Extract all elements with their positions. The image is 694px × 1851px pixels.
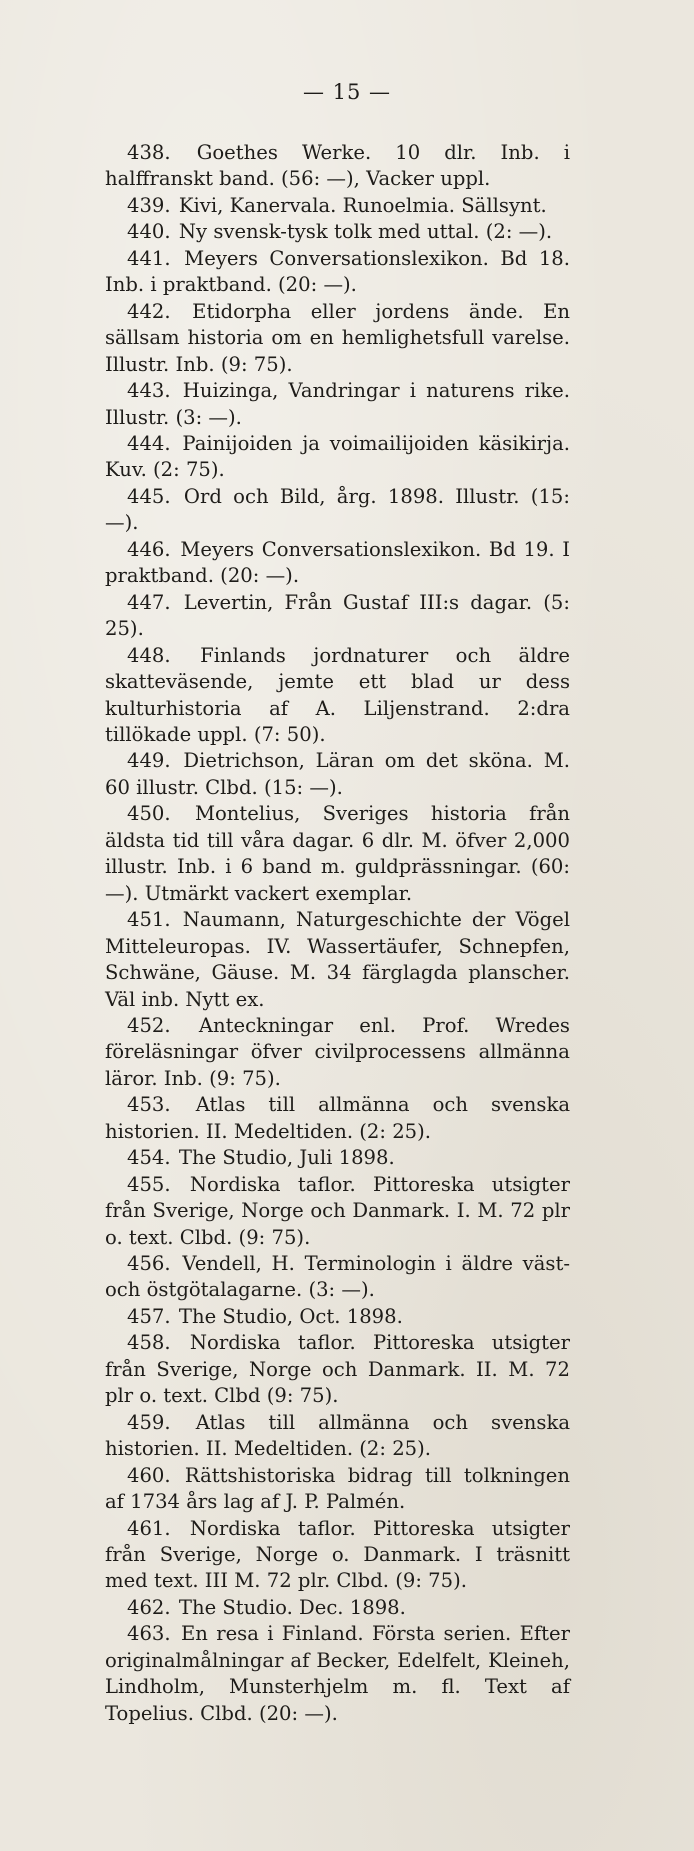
catalog-entry [105,537,570,590]
entry-number: 448. [127,643,171,667]
entry-number: 438. [127,141,171,164]
entry-text: Ny svensk-tysk tolk med uttal. (2: —). [178,220,553,244]
catalog-entry [105,1621,570,1727]
entry-text: Meyers Conversationslexikon. Bd 18. Inb. i praktband. (20: —). [105,246,571,297]
catalog-entry [105,431,570,484]
catalog-entry [105,748,570,801]
catalog-entry [105,1595,570,1621]
catalog-entry [105,801,570,907]
catalog-entry [105,484,570,537]
entry-number: 445. [127,484,171,508]
entry-number: 449. [127,749,171,773]
entry-text: Nordiska taflor. Pittoreska utsigter från Sverige, Norge och Danmark. I. M. 72 plr o. text. Clbd. (9: 75). [105,1172,570,1249]
catalog-entry [105,299,570,378]
entry-text: The Studio, Oct. 1898. [178,1304,403,1328]
catalog-entry [105,1145,570,1171]
entry-number: 456. [127,1252,171,1276]
entry-text: Nordiska taflor. Pittoreska utsigter från Sverige, Norge och Danmark. II. M. 72 plr o. text. Clbd (9: 75). [105,1331,570,1408]
entry-text: En resa i Finland. Första serien. Efter originalmålningar af Becker, Edelfelt, Kleineh, Lindholm, Munsterhjelm m. fl. Text af Topelius. Clbd. (20: —). [105,1622,570,1725]
entry-text: Vendell, H. Terminologin i äldre väst- och östgötalagarne. (3: —). [105,1252,570,1302]
entry-text: Naumann, Naturgeschichte der Vögel Mitteleuropas. IV. Wassertäufer, Schnepfen, Schwäne, Gäuse. M. 34 färglagda planscher. Väl inb. Nytt ex. [105,908,571,1011]
entry-text: Painijoiden ja voimailijoiden käsikirja. Kuv. (2: 75). [105,431,570,482]
catalog-entry [105,1463,570,1516]
entry-number: 461. [127,1516,171,1540]
catalog-entry [105,1013,570,1092]
entry-text: Dietrichson, Läran om det sköna. M. 60 illustr. Clbd. (15: —). [105,749,570,799]
catalog-entry [105,1516,570,1595]
catalog-entry [105,1304,570,1330]
entry-text: Levertin, Från Gustaf III:s dagar. (5: 25). [105,590,570,641]
catalog-entry [105,378,570,431]
catalog-entry [105,1172,570,1251]
catalog-entry [105,590,570,643]
entry-text: Huizinga, Vandringar i naturens rike. Illustr. (3: —). [105,379,570,429]
catalog-entry [105,907,570,1013]
catalog-entry [105,246,570,299]
entry-text: Anteckningar enl. Prof. Wredes föreläsningar öfver civilprocessens allmänna läror. Inb. (9: 75). [105,1013,570,1090]
entry-number: 447. [127,590,171,614]
catalog-entry [105,1251,570,1304]
catalog-entry [105,1092,570,1145]
entry-number: 441. [127,246,171,270]
entry-text: Nordiska taflor. Pittoreska utsigter från Sverige, Norge o. Danmark. I träsnitt med text. III M. 72 plr. Clbd. (9: 75). [105,1516,570,1593]
catalog-entry [105,219,570,245]
entry-text: Finlands jordnaturer och äldre skatteväsende, jemte ett blad ur dess kulturhistoria af A. Liljenstrand. 2:dra tillökade uppl. (7: 50). [105,643,571,746]
page-number: — 15 — [302,80,392,104]
entry-number: 454. [127,1146,171,1170]
entry-number: 444. [127,431,171,455]
entry-text: Meyers Conversationslexikon. Bd 19. I praktband. (20: —). [105,537,571,588]
entry-number: 452. [127,1013,171,1037]
entry-text: Atlas till allmänna och svenska historien. II. Medeltiden. (2: 25). [105,1410,570,1461]
entry-number: 460. [127,1463,171,1487]
entry-number: 458. [127,1331,171,1355]
entry-number: 462. [127,1595,171,1619]
entry-number: 446. [127,537,171,561]
entry-number: 443. [127,379,171,403]
entry-text: Kivi, Kanervala. Runoelmia. Sällsynt. [178,193,547,217]
catalog-entry-list [105,140,570,1727]
entry-text: Montelius, Sveriges historia från äldsta tid till våra dagar. 6 dlr. M. öfver 2,000 illustr. Inb. i 6 band m. guldprässningar. (60: —). Utmärkt vackert exemplar. [105,802,571,905]
entry-text: Goethes Werke. 10 dlr. Inb. i halffranskt band. (56: —), Vacker uppl. [105,141,571,191]
entry-text: The Studio, Juli 1898. [178,1146,395,1170]
catalog-entry [105,643,570,749]
entry-text: Rättshistoriska bidrag till tolkningen af 1734 års lag af J. P. Palmén. [105,1463,570,1514]
entry-number: 440. [127,220,171,244]
entry-text: Ord och Bild, årg. 1898. Illustr. (15: —). [105,484,570,535]
entry-number: 451. [127,908,171,932]
entry-number: 455. [127,1172,171,1196]
entry-text: The Studio. Dec. 1898. [178,1595,406,1619]
catalog-entry [105,1330,570,1409]
catalog-entry [105,1410,570,1463]
catalog-entry [105,140,570,193]
catalog-entry [105,193,570,219]
entry-number: 439. [127,193,171,217]
entry-text: Etidorpha eller jordens ände. En sällsam historia om en hemlighetsfull varelse. Illustr. Inb. (9: 75). [105,299,570,376]
entry-text: Atlas till allmänna och svenska historien. II. Medeltiden. (2: 25). [105,1093,570,1143]
entry-number: 450. [127,802,171,826]
entry-number: 459. [127,1410,171,1434]
entry-number: 457. [127,1304,171,1328]
entry-number: 463. [127,1622,171,1646]
entry-number: 453. [127,1093,171,1117]
entry-number: 442. [127,299,171,323]
